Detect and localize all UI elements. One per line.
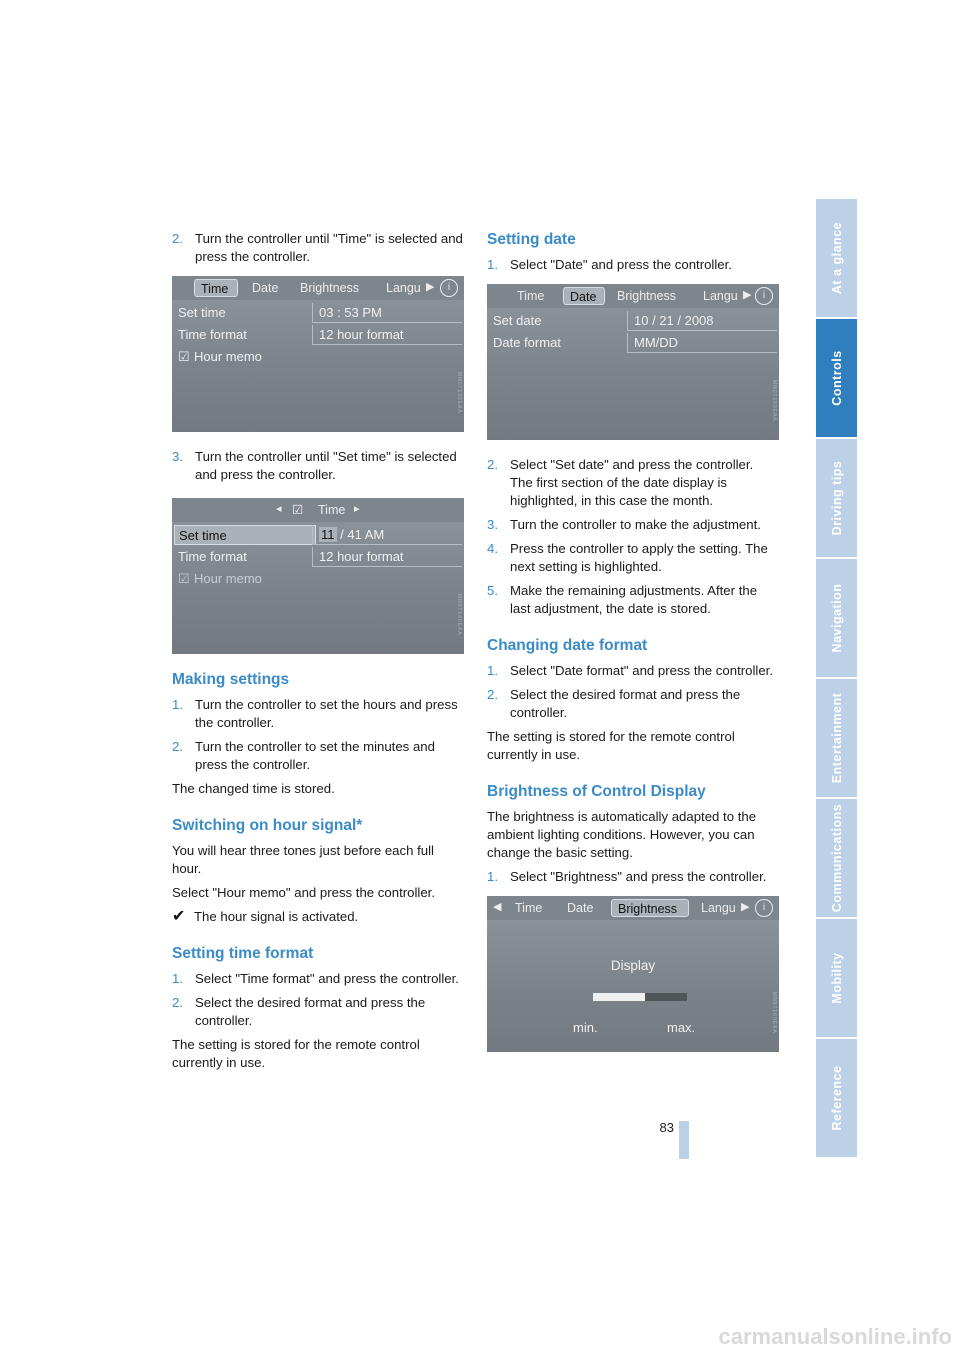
- menu-row-label: Hour memo: [194, 349, 262, 364]
- step-number: 2.: [487, 687, 498, 702]
- menu-row-time-format: Time format: [178, 549, 247, 564]
- step-item: [487, 256, 779, 274]
- tab-language: Langu: [703, 289, 738, 303]
- arrow-right-icon: ▶: [743, 289, 752, 301]
- step-number: 1.: [487, 257, 498, 272]
- checkbox-checked-icon: ☑: [178, 349, 190, 364]
- chapter-tab-controls[interactable]: [816, 319, 857, 437]
- step-text: Turn the controller to set the hours and press the controller.: [195, 697, 458, 730]
- step-item: [172, 970, 464, 988]
- section-heading: Setting time format: [172, 945, 314, 962]
- step-item: [487, 868, 779, 886]
- section-heading: Making settings: [172, 671, 290, 688]
- tab-time: Time: [515, 901, 543, 915]
- chapter-tab-mobility[interactable]: [816, 919, 857, 1037]
- menu-tab-bar: [487, 284, 779, 308]
- settings-icon: i: [440, 279, 458, 297]
- step-item: [487, 686, 779, 722]
- arrow-left-icon: ◀: [493, 901, 502, 913]
- step-number: 3.: [487, 517, 498, 532]
- menu-tab-bar: [172, 276, 464, 300]
- paragraph: Select "Hour memo" and press the controller.: [172, 885, 435, 900]
- step-text: Select "Date format" and press the controller.: [510, 663, 773, 678]
- step-number: 2.: [172, 739, 183, 754]
- brightness-min-label: min.: [573, 1020, 598, 1035]
- minutes-value: / 41 AM: [340, 527, 385, 542]
- tab-date: Date: [563, 287, 605, 305]
- chapter-tab-label: Navigation: [829, 583, 844, 653]
- paragraph-text: The hour signal is activated.: [194, 909, 359, 924]
- step-number: 1.: [487, 869, 498, 884]
- image-code: MN07130EAA: [456, 372, 462, 414]
- arrow-right-icon: ▶: [741, 901, 750, 913]
- menu-title-bar: [172, 498, 464, 522]
- display-screenshot-set-time: [172, 498, 464, 654]
- step-text: Turn the controller until "Time" is selected and press the controller.: [195, 231, 463, 264]
- menu-row-set-date: Set date: [493, 313, 542, 328]
- step-item: [172, 994, 464, 1030]
- step-number: 4.: [487, 541, 498, 556]
- chapter-tab-label: Reference: [829, 1065, 844, 1131]
- paragraph: [172, 908, 464, 926]
- display-screenshot-brightness: [487, 896, 779, 1052]
- page-number: 83: [659, 1120, 674, 1135]
- chapter-tab-reference[interactable]: [816, 1039, 857, 1157]
- step-text: Select the desired format and press the controller.: [195, 995, 426, 1028]
- checkmark-icon: ✔: [172, 908, 186, 925]
- step-text: Select "Time format" and press the controller.: [195, 971, 459, 986]
- checkbox-checked-icon: ☑: [178, 571, 190, 586]
- page-marker-bar: [679, 1121, 689, 1159]
- paragraph: The brightness is automatically adapted to the ambient lighting conditions. However, you can change the basic setting.: [487, 809, 757, 860]
- tab-brightness: Brightness: [611, 899, 689, 917]
- highlighted-hours: 11: [321, 527, 335, 542]
- step-number: 2.: [172, 231, 183, 246]
- step-number: 3.: [172, 449, 183, 464]
- chapter-tab-entertainment[interactable]: [816, 679, 857, 797]
- step-text: Turn the controller until "Set time" is selected and press the controller.: [195, 449, 457, 482]
- step-text: Select the desired format and press the controller.: [510, 687, 741, 720]
- step-text: Select "Set date" and press the controller. The first section of the date display is highlighted, in this case the month.: [510, 457, 754, 508]
- section-heading: Changing date format: [487, 637, 648, 654]
- chapter-tab-label: Entertainment: [829, 692, 844, 784]
- arrow-right-icon: ▶: [426, 281, 435, 293]
- menu-title: Time: [318, 503, 346, 517]
- step-number: 2.: [487, 457, 498, 472]
- chapter-tab-label: Driving tips: [829, 460, 844, 536]
- step-number: 5.: [487, 583, 498, 598]
- menu-value-set-time: [312, 525, 462, 545]
- tab-date: Date: [252, 281, 279, 295]
- menu-value-time-format: 12 hour format: [312, 325, 462, 345]
- menu-row-time-format: Time format: [178, 327, 247, 342]
- menu-tab-bar: [487, 896, 779, 920]
- menu-row-label: Hour memo: [194, 571, 262, 586]
- brightness-slider: [593, 993, 687, 1001]
- step-text: Select "Date" and press the controller.: [510, 257, 732, 272]
- step-item: [487, 456, 779, 510]
- chapter-tab-navigation[interactable]: [816, 559, 857, 677]
- chapter-tab-driving-tips[interactable]: [816, 439, 857, 557]
- menu-value-set-date: 10 / 21 / 2008: [627, 311, 777, 331]
- clock-check-icon: ☑: [292, 503, 304, 517]
- step-number: 2.: [172, 995, 183, 1010]
- menu-row-set-time: Set time: [178, 305, 226, 320]
- step-number: 1.: [172, 697, 183, 712]
- section-heading: Setting date: [487, 231, 576, 248]
- step-text: Make the remaining adjustments. After the last adjustment, the date is stored.: [510, 583, 758, 616]
- section-heading: Brightness of Control Display: [487, 783, 706, 800]
- chapter-tab-label: Mobility: [829, 952, 844, 1004]
- right-column: [487, 230, 779, 1068]
- step-number: 1.: [172, 971, 183, 986]
- step-item: [487, 582, 779, 618]
- chapter-tab-label: Communications: [829, 803, 844, 913]
- chapter-tab-label: Controls: [829, 350, 844, 406]
- arrow-right-icon: ▸: [354, 503, 360, 515]
- tab-brightness: Brightness: [617, 289, 677, 303]
- left-column: [172, 230, 464, 1078]
- tab-time: Time: [194, 279, 238, 297]
- brightness-slider-fill: [593, 993, 645, 1001]
- chapter-tab-bar: [816, 199, 857, 1159]
- watermark: carmanualsonline.info: [718, 1324, 952, 1349]
- step-item: [487, 662, 779, 680]
- settings-icon: i: [755, 899, 773, 917]
- menu-value-set-time: 03 : 53 PM: [312, 303, 462, 323]
- chapter-tab-at-a-glance[interactable]: [816, 199, 857, 317]
- tab-language: Langu: [701, 901, 736, 915]
- image-code: MN07160EAA: [771, 992, 777, 1034]
- display-screenshot-time-menu: [172, 276, 464, 432]
- chapter-tab-label: At a glance: [829, 221, 844, 295]
- tab-date: Date: [567, 901, 594, 915]
- image-code: MN07140EAA: [456, 594, 462, 636]
- section-heading: Switching on hour signal*: [172, 817, 363, 834]
- tab-language: Langu: [386, 281, 421, 295]
- settings-icon: i: [755, 287, 773, 305]
- tab-brightness: Brightness: [300, 281, 360, 295]
- step-item: [172, 696, 464, 732]
- menu-value-time-format: 12 hour format: [312, 547, 462, 567]
- step-item: [487, 516, 779, 534]
- menu-row-set-time: Set time: [174, 525, 316, 545]
- step-text: Turn the controller to make the adjustment.: [510, 517, 761, 532]
- step-item: [172, 230, 464, 266]
- step-text: Turn the controller to set the minutes and press the controller.: [195, 739, 435, 772]
- tab-time: Time: [517, 289, 545, 303]
- paragraph: The setting is stored for the remote control currently in use.: [487, 729, 735, 762]
- menu-row-hour-memo: [174, 347, 262, 367]
- paragraph: You will hear three tones just before each full hour.: [172, 843, 434, 876]
- brightness-max-label: max.: [667, 1020, 696, 1035]
- step-text: Select "Brightness" and press the controller.: [510, 869, 767, 884]
- step-item: [172, 738, 464, 774]
- menu-value-date-format: MM/DD: [627, 333, 777, 353]
- image-code: MN07150EAA: [771, 380, 777, 422]
- paragraph: The changed time is stored.: [172, 781, 335, 796]
- brightness-label: Display: [610, 958, 656, 973]
- display-screenshot-date-menu: [487, 284, 779, 440]
- chapter-tab-communications[interactable]: [816, 799, 857, 917]
- paragraph: The setting is stored for the remote control currently in use.: [172, 1037, 420, 1070]
- arrow-left-icon: ◂: [276, 503, 282, 515]
- step-number: 1.: [487, 663, 498, 678]
- menu-row-hour-memo: [174, 569, 262, 589]
- menu-row-date-format: Date format: [493, 335, 561, 350]
- step-text: Press the controller to apply the setting. The next setting is highlighted.: [510, 541, 768, 574]
- step-item: [487, 540, 779, 576]
- step-item: [172, 448, 464, 484]
